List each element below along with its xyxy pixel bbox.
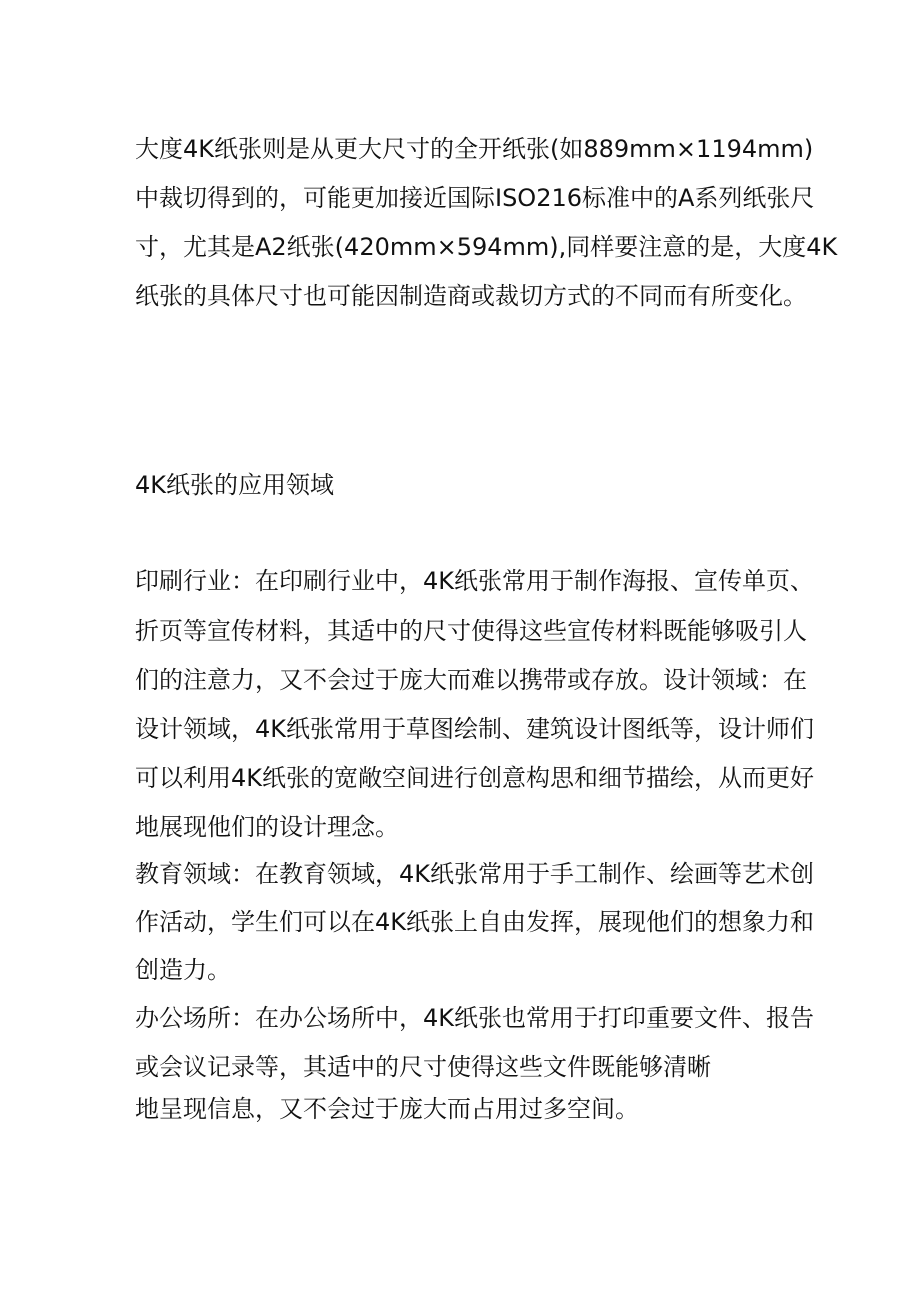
intro-line: 大度4K纸张则是从更大尺寸的全开纸张(如889mm×1194mm) — [135, 135, 814, 163]
section-line: 作活动，学生们可以在4K纸张上自由发挥，展现他们的想象力和 — [135, 908, 815, 936]
intro-line: 纸张的具体尺寸也可能因制造商或裁切方式的不同而有所变化。 — [135, 282, 807, 310]
section-line: 创造力。 — [135, 956, 231, 984]
section-line: 地呈现信息，又不会过于庞大而占用过多空间。 — [135, 1095, 639, 1123]
intro-line: 寸，尤其是A2纸张(420mm×594mm),同样要注意的是，大度4K — [135, 233, 838, 261]
section-line: 印刷行业：在印刷行业中，4K纸张常用于制作海报、宣传单页、 — [135, 567, 815, 595]
section-line: 设计领域，4K纸张常用于草图绘制、建筑设计图纸等，设计师们 — [135, 715, 815, 743]
section-heading: 4K纸张的应用领域 — [135, 471, 335, 499]
section-line: 地展现他们的设计理念。 — [135, 813, 399, 841]
section-line: 可以利用4K纸张的宽敞空间进行创意构思和细节描绘，从而更好 — [135, 764, 815, 792]
section-line: 们的注意力，又不会过于庞大而难以携带或存放。设计领域：在 — [135, 666, 807, 694]
section-line: 教育领域：在教育领域，4K纸张常用于手工制作、绘画等艺术创 — [135, 860, 815, 888]
section-line: 办公场所：在办公场所中，4K纸张也常用于打印重要文件、报告 — [135, 1004, 815, 1032]
section-line: 或会议记录等，其适中的尺寸使得这些文件既能够清晰 — [135, 1053, 711, 1081]
intro-line: 中裁切得到的，可能更加接近国际ISO216标准中的A系列纸张尺 — [135, 184, 815, 212]
section-line: 折页等宣传材料，其适中的尺寸使得这些宣传材料既能够吸引人 — [135, 617, 807, 645]
